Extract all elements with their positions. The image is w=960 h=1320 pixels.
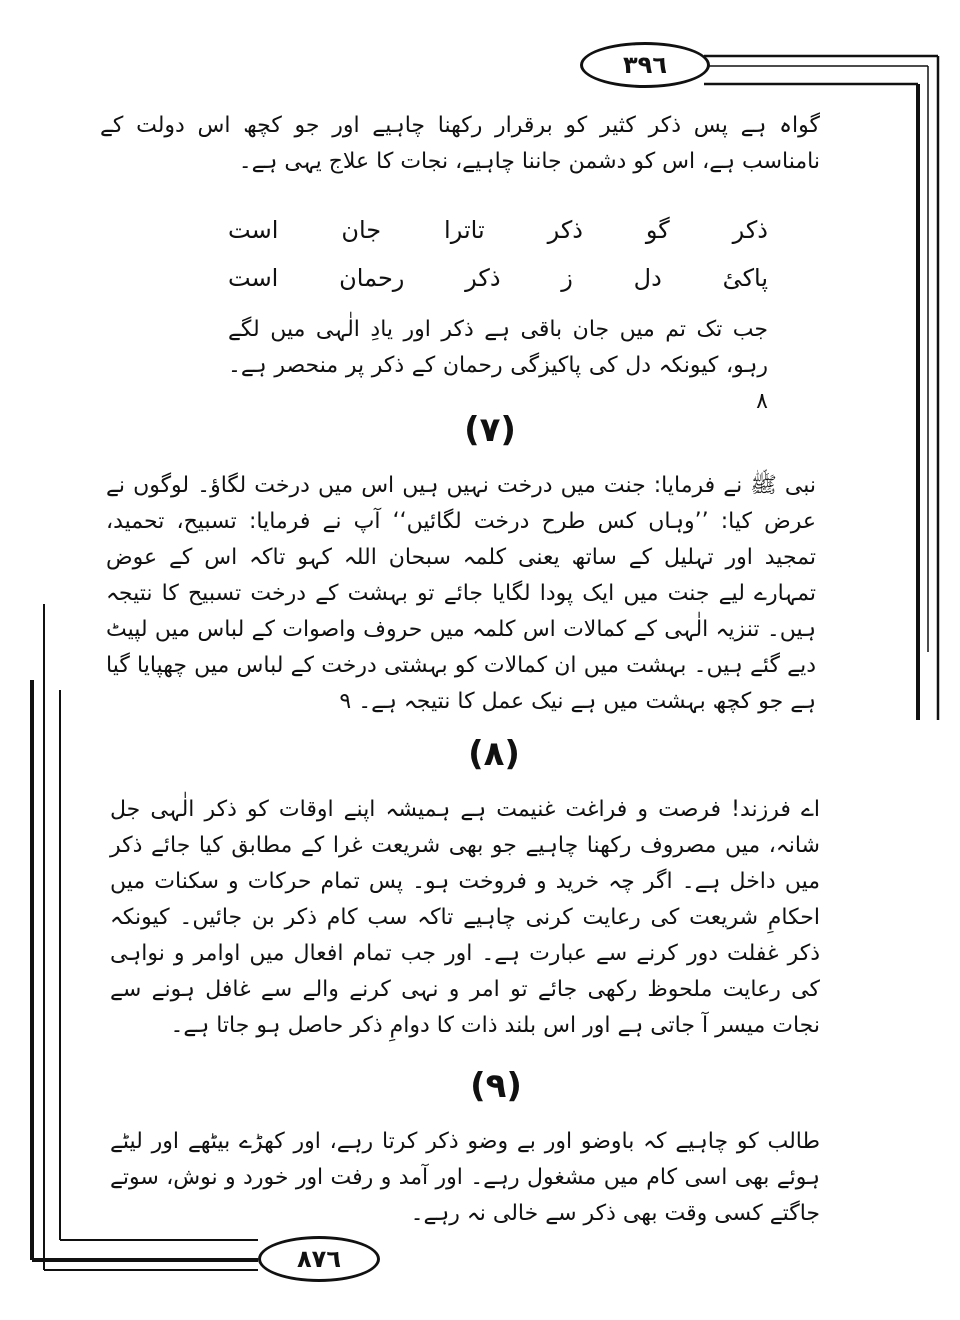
verse-word: دل xyxy=(633,264,662,292)
page-number-bottom: ٨٧٦ xyxy=(258,1236,380,1282)
section-8-text: اے فرزند! فرصت و فراغت غنیمت ہے ہمیشہ اپنے اوقات کو ذکر الٰہی جل شانہ، میں مصروف رکھنا چاہیے جو بھی شریعت غرا کے مطابق کیا جائے ذکر میں داخل ہے۔ اگر چہ خرید و فروخت ہو۔ پس تمام حرکات و سکنات میں احکامِ شریعت کی رعایت کرنی چاہیے تاکہ سب کام ذکر بن جائیں۔ کیونکہ ذکر غفلت دور کرنے سے عبارت ہے۔ اور جب تمام افعال میں اوامر و نواہی کی رعایت ملحوظ رکھی جائے تو امر و نہی کرنے والے سے غافل ہونے سے نجات میسر آ جاتی ہے اور اس بلند ذات کا دوامِ ذکر حاصل ہو جاتا ہے۔ xyxy=(110,797,820,1038)
section-heading-7: (٧) xyxy=(464,410,516,450)
verse-word: ذکر xyxy=(547,216,583,244)
section-heading-9: (٩) xyxy=(470,1066,522,1106)
intro-paragraph: گواہ ہے پس ذکر کثیر کو برقرار رکھنا چاہیے اور جو کچھ اس دولت کے نامناسب ہے، اس کو دشمن جاننا چاہیے، نجات کا علاج یہی ہے۔ xyxy=(100,113,820,174)
verse-word: رحمان xyxy=(339,264,405,292)
verse-word: ز xyxy=(561,264,573,292)
verse-word: ذکر xyxy=(465,264,501,292)
page-number-top: ٣٩٦ xyxy=(580,42,710,88)
verse-word: است xyxy=(228,264,279,292)
verse-line-1 xyxy=(228,216,768,244)
verse-word: پاکیٔ xyxy=(722,264,768,292)
section-heading-8: (٨) xyxy=(468,734,520,774)
verse-line-2 xyxy=(228,264,768,292)
verse-word: گو xyxy=(645,216,670,244)
verse-word: جان xyxy=(341,216,382,244)
section-9-text: طالب کو چاہیے کہ باوضو اور بے وضو ذکر کرتا رہے، اور کھڑے بیٹھے اور لیٹے ہوئے بھی اسی کام میں مشغول رہے۔ اور آمد و رفت اور خورد و نوش، سوتے جاگتے کسی وقت بھی ذکر سے خالی نہ رہے۔ xyxy=(110,1129,820,1226)
verse-word: ذکر xyxy=(732,216,768,244)
verse-word: تاترا xyxy=(444,216,485,244)
verse-word: است xyxy=(228,216,279,244)
verse-translation: جب تک تم میں جان باقی ہے ذکر اور یادِ الٰہی میں لگے رہو، کیونکہ دل کی پاکیزگی رحمان کے ذکر پر منحصر ہے۔ ٨ xyxy=(228,317,768,414)
section-7-text: نبی ﷺ نے فرمایا: جنت میں درخت نہیں ہیں اس میں درخت لگاؤ۔ لوگوں نے عرض کیا: ’’وہاں کس طرح درخت لگائیں‘‘ آپ نے فرمایا: تسبیح، تحمید، تمجید اور تہلیل کے ساتھ یعنی کلمہ سبحان اللہ کہو تاکہ اس کے عوض تمہارے لیے جنت میں ایک پودا لگایا جائے تو بہشت کے درخت تسبیح کا نتیجہ ہیں۔ تنزیہ الٰہی کے کمالات اس کلمہ میں حروف واصوات کے لباس میں لپیٹ دیے گئے ہیں۔ بہشت میں ان کمالات کو بہشتی درخت کے لباس میں چھپایا گیا ہے جو کچھ بہشت میں ہے نیک عمل کا نتیجہ ہے۔ ٩ xyxy=(106,473,816,714)
